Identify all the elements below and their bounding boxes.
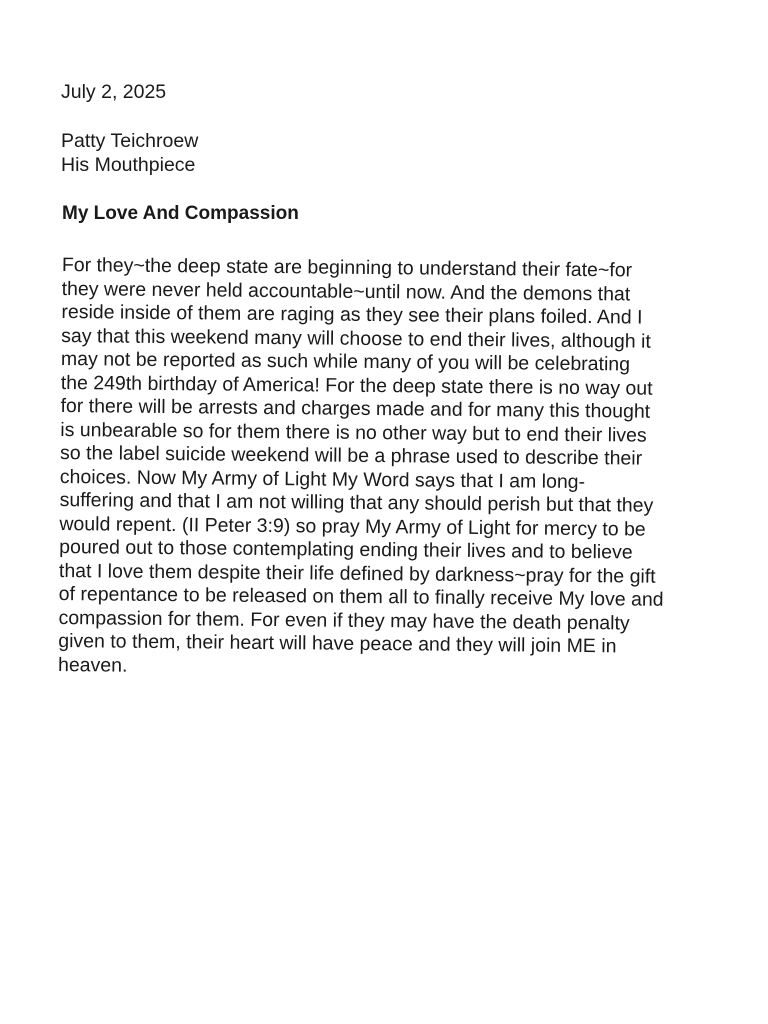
body-line: that I love them despite their life defined by darkness~pray for the gift bbox=[58, 559, 656, 588]
author-block bbox=[61, 129, 198, 177]
body-line: compassion for them. For even if they may have the death penalty bbox=[58, 606, 630, 634]
document-heading: My Love And Compassion bbox=[62, 203, 299, 224]
body-line: may not be reported as such while many of you will be celebrating bbox=[60, 347, 631, 376]
body-line: so the label suicide weekend will be a phrase used to describe their bbox=[59, 441, 643, 470]
author-name: Patty Teichroew bbox=[61, 130, 199, 152]
body-line: say that this weekend many will choose to end their lives, although it bbox=[61, 324, 651, 353]
body-line: For they~the deep state are beginning to understand their fate~for bbox=[61, 254, 633, 282]
body-line: would repent. (II Peter 3:9) so pray My Army of Light for mercy to be bbox=[59, 512, 646, 541]
body-line: of repentance to be released on them all to finally receive My love and bbox=[58, 582, 664, 611]
body-paragraph bbox=[58, 254, 702, 683]
body-line: choices. Now My Army of Light My Word says that I am long- bbox=[59, 465, 586, 493]
body-line: reside inside of them are raging as they see their plans foiled. And I bbox=[61, 300, 643, 329]
body-line: suffering and that I am not willing that any should perish but that they bbox=[59, 488, 654, 517]
body-line: given to them, their heart will have peace and they will join ME in bbox=[58, 629, 617, 658]
body-line: they were never held accountable~until now. And the demons that bbox=[61, 277, 631, 305]
body-line: for there will be arrests and charges made and for many this thought bbox=[60, 394, 651, 423]
body-line: poured out to those contemplating ending their lives and to believe bbox=[59, 535, 633, 564]
author-title: His Mouthpiece bbox=[61, 154, 196, 176]
body-line: heaven. bbox=[57, 653, 128, 677]
document-date: July 2, 2025 bbox=[61, 81, 167, 103]
body-line: the 249th birthday of America! For the deep state there is no way out bbox=[60, 371, 653, 400]
body-line: is unbearable so for them there is no other way but to end their lives bbox=[60, 418, 647, 447]
